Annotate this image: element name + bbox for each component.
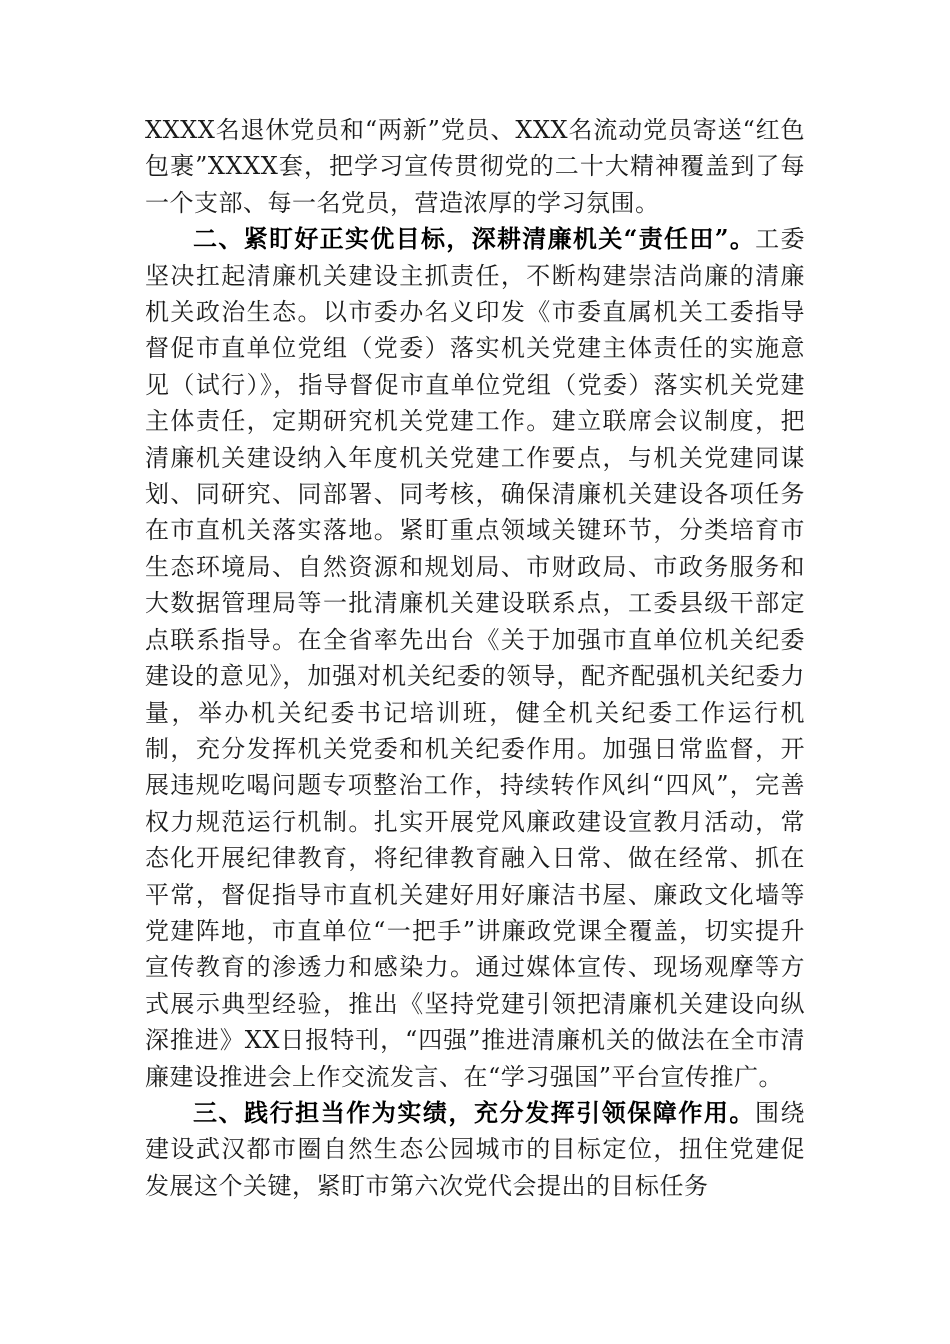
section-3-heading: 三、践行担当作为实绩，充分发挥引领保障作用。 <box>193 1097 755 1127</box>
section-2-heading: 二、紧盯好正实优目标，深耕清廉机关“责任田”。 <box>193 224 756 254</box>
paragraph-2-text: 工委坚决扛起清廉机关建设主抓责任，不断构建崇洁尚廉的清廉机关政治生态。以市委办名义印发《市委直属机关工委指导督促市直单位党组（党委）落实机关党建主体责任的实施意见（试行）》，指导督促市直单位党组（党委）落实机关党建主体责任，定期研究机关党建工作。建立联席会议制度，把清廉机关建设纳入年度机关党建工作要点，与机关党建同谋划、同研究、同部署、同考核，确保清廉机关建设各项任务在市直机关落实落地。紧盯重点领域关键环节，分类培育市生态环境局、自然资源和规划局、市财政局、市政务服务和大数据管理局等一批清廉机关建设联系点，工委县级干部定点联系指导。在全省率先出台《关于加强市直单位机关纪委建设的意见》，加强对机关纪委的领导，配齐配强机关纪委力量，举办机关纪委书记培训班，健全机关纪委工作运行机制，充分发挥机关党委和机关纪委作用。加强日常监督，开展违规吃喝问题专项整治工作，持续转作风纠“四风”，完善权力规范运行机制。扎实开展党风廉政建设宣教月活动，常态化开展纪律教育，将纪律教育融入日常、做在经常、抓在平常，督促指导市直机关建好用好廉洁书屋、廉政文化墙等党建阵地，市直单位“一把手”讲廉政党课全覆盖，切实提升宣传教育的渗透力和感染力。通过媒体宣传、现场观摩等方式展示典型经验，推出《坚持党建引领把清廉机关建设向纵深推进》XX日报特刊，“四强”推进清廉机关的做法在全市清廉建设推进会上作交流发言、在“学习强国”平台宣传推广。 <box>145 225 806 1091</box>
paragraph-3 <box>145 1095 805 1204</box>
paragraph-1 <box>145 112 805 221</box>
paragraph-2 <box>145 221 805 1095</box>
paragraph-3-text: 围绕建设武汉都市圈自然生态公园城市的目标定位，扭住党建促发展这个关键，紧盯市第六次党代会提出的目标任务 <box>145 1098 806 1200</box>
paragraph-1-text: XXXX名退休党员和“两新”党员、XXX名流动党员寄送“红色包裹”XXXX套，把学习宣传贯彻党的二十大精神覆盖到了每一个支部、每一名党员，营造浓厚的学习氛围。 <box>145 116 805 217</box>
document-body <box>145 112 805 1204</box>
